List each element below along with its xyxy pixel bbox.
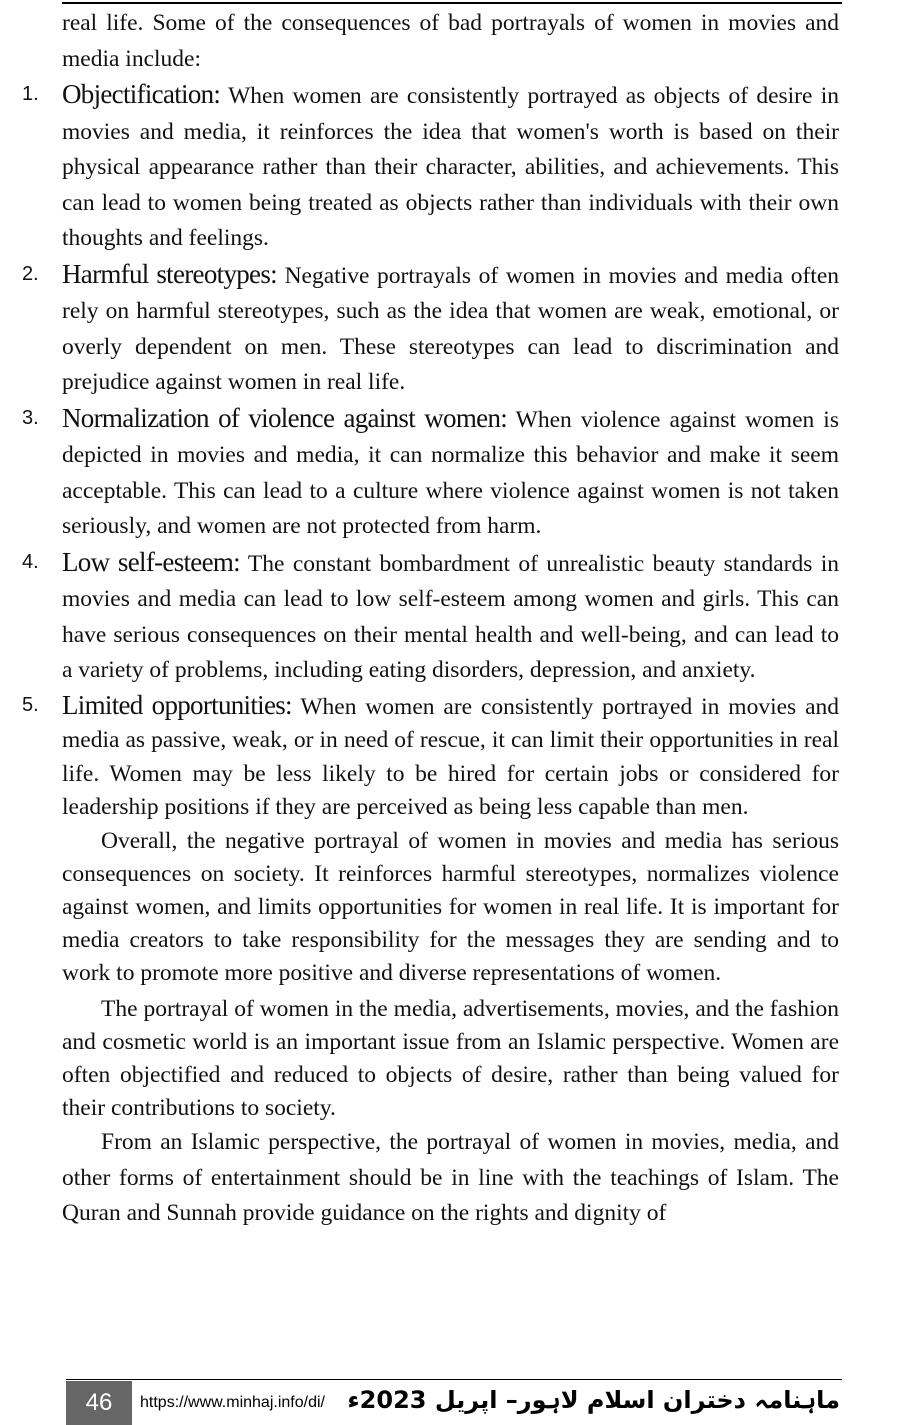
list-item xyxy=(22,689,839,825)
top-rule xyxy=(62,2,842,4)
list-term: Harmful stereotypes: xyxy=(62,258,277,289)
list-term: Limited opportunities: xyxy=(62,689,292,720)
closing-section xyxy=(62,825,839,1126)
intro-paragraph: real life. Some of the consequences of bad portrayals of women in movies and media include: xyxy=(62,10,839,72)
magazine-title: ماہنامہ دختران اسلام لاہور– اپریل 2023ء xyxy=(347,1386,840,1414)
list-term: Normalization of violence against women: xyxy=(62,402,508,433)
list-text: When women are consistently portrayed in movies and media as passive, weak, or in need of rescue, it can limit their opportunities in real life. Women may be less likely to be hired for certain jobs or considered for leadership positions if they are perceived as being less capable than men. xyxy=(62,693,839,820)
list-text: When women are consistently portrayed as objects of desire in movies and media, it reinforces the idea that women's worth is based on their physical appearance rather than their character, abilities, and achievements. This can lead to women being treated as objects rather than individuals with their own thoughts and feelings. xyxy=(62,83,839,251)
list-text: When violence against women is depicted in movies and media, it can normalize this behavior and make it seem acceptable. This can lead to a culture where violence against women is not taken seriously, and women are not protected from harm. xyxy=(62,406,839,539)
list-number: 4. xyxy=(22,550,39,573)
list-item xyxy=(22,401,839,545)
list-item xyxy=(22,77,839,257)
list-number: 3. xyxy=(22,406,39,429)
consequences-list xyxy=(22,77,840,825)
list-term: Objectification: xyxy=(62,79,221,109)
page-number: 46 xyxy=(66,1381,132,1425)
list-text: Negative portrayals of women in movies and media often rely on harmful stereotypes, such as the idea that women are weak, emotional, or overly dependent on men. These stereotypes can lead to discrimination and prejudice against women in real life. xyxy=(62,262,840,395)
list-text: The constant bombardment of unrealistic beauty standards in movies and media can lead to low self-esteem among women and girls. This can have serious consequences on their mental health and well-being, and can lead to a variety of problems, including eating disorders, depression, and anxiety. xyxy=(62,550,840,683)
list-number: 2. xyxy=(22,262,39,285)
list-item xyxy=(22,257,840,401)
list-number: 1. xyxy=(22,83,39,105)
footer-rule xyxy=(66,1379,842,1380)
list-term: Low self-esteem: xyxy=(62,546,240,577)
paragraph-islamic-issue: The portrayal of women in the media, advertisements, movies, and the fashion and cosmetic world is an important issue from an Islamic perspective. Women are often objectified and reduced to objects of desire, rather than being valued for their contributions to society. xyxy=(62,995,839,1122)
paragraph-islamic-perspective: From an Islamic perspective, the portrayal of women in movies, media, and other forms of entertainment should be in line with the teachings of Islam. The Quran and Sunnah provide guidance on the rights and dignity of xyxy=(62,1129,839,1227)
list-item xyxy=(22,545,840,689)
footer-url: https://www.minhaj.info/di/ xyxy=(140,1394,325,1411)
article-body xyxy=(22,6,840,1232)
list-number: 5. xyxy=(22,693,39,716)
paragraph-overall: Overall, the negative portrayal of women in movies and media has serious consequences on society. It reinforces harmful stereotypes, normalizes violence against women, and limits opportunities for women in real life. It is important for media creators to take responsibility for the messages they are sending and to work to promote more positive and diverse representations of women. xyxy=(62,827,839,987)
